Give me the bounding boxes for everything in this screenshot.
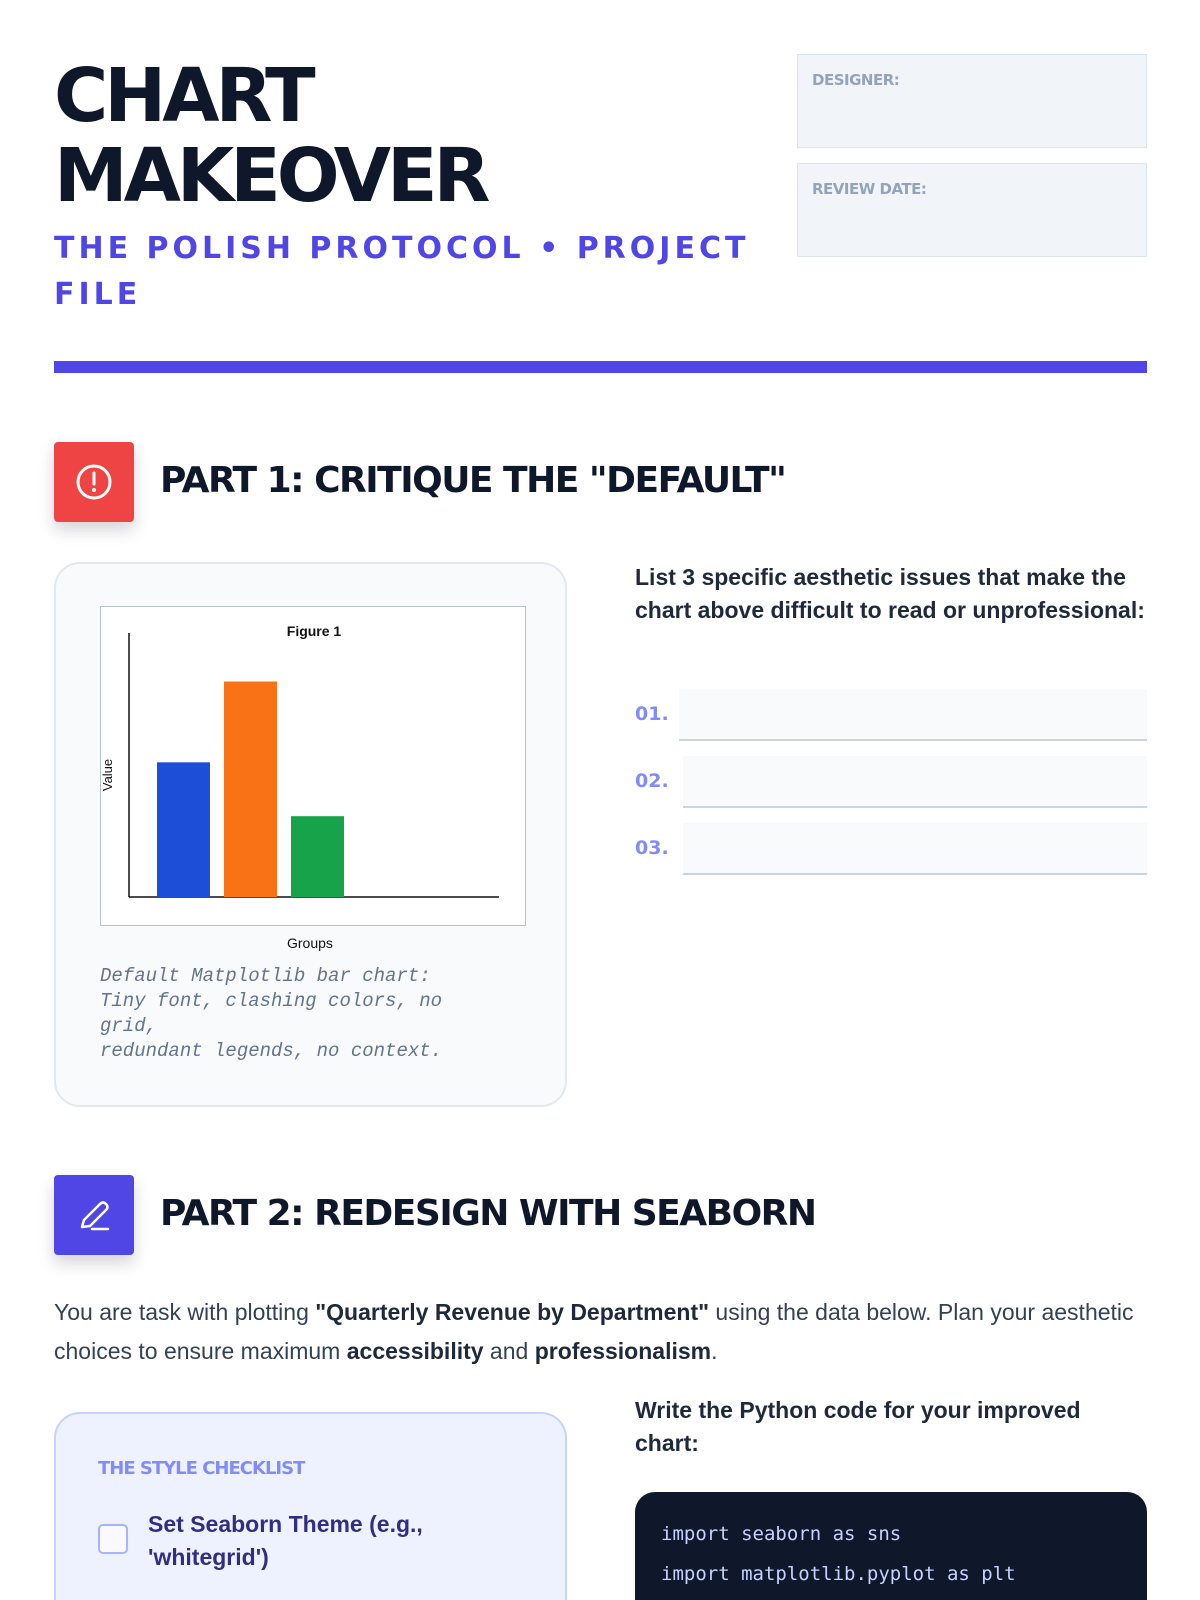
chart-bar xyxy=(224,681,277,897)
title-line-2: MAKEOVER xyxy=(54,133,487,219)
checklist-title: THE STYLE CHECKLIST xyxy=(98,1458,305,1479)
chart-frame xyxy=(100,606,526,926)
intro-text: and xyxy=(483,1338,535,1364)
chart-title: Figure 1 xyxy=(286,623,342,639)
part1-title: PART 1: CRITIQUE THE "DEFAULT" xyxy=(160,460,786,501)
intro-accessibility: accessibility xyxy=(346,1338,484,1364)
chart-bar xyxy=(291,816,344,897)
caption-line: Tiny font, clashing colors, no xyxy=(100,990,443,1012)
code-editor[interactable] xyxy=(635,1492,1147,1600)
answer-number: 03. xyxy=(635,837,669,859)
code-prompt: Write the Python code for your improved chart: xyxy=(635,1397,1081,1456)
part2-title: PART 2: REDESIGN WITH SEABORN xyxy=(160,1193,816,1234)
title-line-1: CHART xyxy=(54,53,312,139)
intro-text: You are task with plotting xyxy=(54,1299,316,1325)
chart-xlabel: Groups xyxy=(287,935,333,951)
caption-line: redundant legends, no context. xyxy=(100,1040,443,1062)
chart-bar xyxy=(157,762,210,897)
designer-field[interactable] xyxy=(797,54,1147,148)
code-line: import matplotlib.pyplot as plt xyxy=(661,1563,1016,1585)
caption-line: grid, xyxy=(100,1015,158,1037)
chart-caption xyxy=(100,964,520,1064)
designer-label: DESIGNER: xyxy=(812,71,900,89)
bar-chart xyxy=(101,607,527,927)
caption-line: Default Matplotlib bar chart: xyxy=(100,965,431,987)
answer-row-3 xyxy=(635,823,1147,875)
critique-prompt: List 3 specific aesthetic issues that make the chart above difficult to read or unprofessional: xyxy=(635,564,1145,623)
intro-paragraph xyxy=(54,1293,1154,1371)
answer-input-3[interactable] xyxy=(683,823,1147,875)
answer-input-1[interactable] xyxy=(679,689,1147,741)
answer-number: 01. xyxy=(635,703,669,725)
answer-input-2[interactable] xyxy=(683,756,1147,808)
intro-text: using the data below. Plan your aesthetic choices to ensure maximum xyxy=(54,1299,1134,1364)
answer-row-1 xyxy=(635,689,1147,741)
review-date-label: REVIEW DATE: xyxy=(812,180,927,198)
answer-number: 02. xyxy=(635,770,669,792)
chart-ylabel: Value xyxy=(101,758,115,792)
checklist-item-label: Set Seaborn Theme (e.g., 'whitegrid') xyxy=(148,1511,423,1570)
header-divider xyxy=(54,361,1147,373)
review-date-field[interactable] xyxy=(797,163,1147,257)
page-title xyxy=(54,53,487,219)
intro-text: . xyxy=(711,1338,718,1364)
style-checklist xyxy=(54,1412,567,1600)
page-subtitle: THE POLISH PROTOCOL • PROJECT FILE xyxy=(54,231,750,312)
code-line: import seaborn as sns xyxy=(661,1523,902,1545)
default-chart-card xyxy=(54,562,567,1107)
alert-circle-icon xyxy=(54,442,134,522)
intro-professionalism: professionalism xyxy=(534,1338,712,1364)
answer-row-2 xyxy=(635,756,1147,808)
checkbox[interactable] xyxy=(98,1524,128,1554)
pen-icon xyxy=(54,1175,134,1255)
intro-chart-name: "Quarterly Revenue by Department" xyxy=(315,1299,710,1325)
